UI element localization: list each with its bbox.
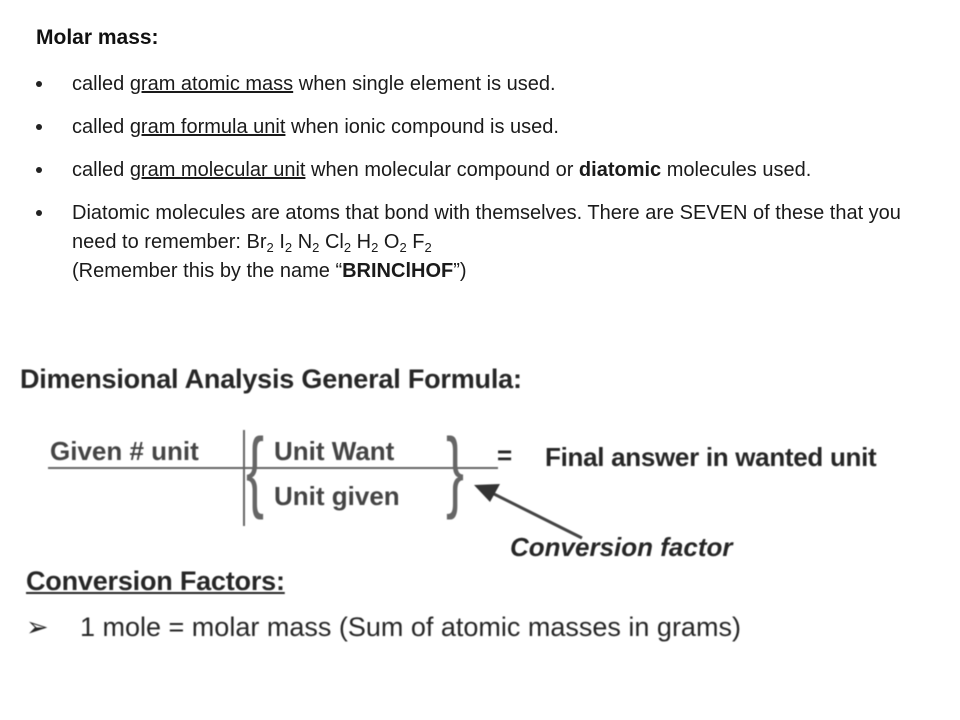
- dimensional-analysis-formula: [0, 420, 960, 560]
- element-formula: $F_2$: [412, 231, 432, 255]
- separator-line: [243, 430, 245, 526]
- bullet-dot-icon: [36, 210, 42, 216]
- given-unit-label: Given # unit: [50, 436, 199, 466]
- bullet-dot-icon: [36, 81, 42, 87]
- element-formula: $O_2$: [383, 231, 407, 255]
- mnemonic-name: BRINClHOF: [342, 260, 454, 282]
- final-answer-label: Final answer in wanted unit: [545, 442, 877, 472]
- right-brace-icon: }: [446, 421, 465, 521]
- bullet-dot-icon: [36, 124, 42, 130]
- diatomic-elements-list: [247, 231, 432, 253]
- conversion-factors-title: Conversion Factors:: [26, 566, 285, 596]
- equals-sign: =: [497, 440, 513, 470]
- term-gram-atomic-mass: gram atomic mass: [129, 73, 294, 95]
- term-gram-molecular-unit: gram molecular unit: [129, 159, 306, 181]
- term-diatomic: diatomic: [578, 159, 662, 181]
- bullet-gram-atomic-mass: called gram atomic mass when single element is used.: [36, 70, 916, 99]
- arrow-bullet-icon: ➢: [26, 612, 49, 642]
- conversion-factor-item: [26, 612, 741, 643]
- unit-given-label: Unit given: [274, 481, 400, 511]
- molar-mass-bullet-list: [36, 70, 916, 300]
- conversion-factor-text: 1 mole = molar mass (Sum of atomic masses in grams): [80, 612, 741, 642]
- element-formula: $Br_2$: [246, 231, 274, 255]
- element-formula: $H_2$: [356, 231, 379, 255]
- molar-mass-heading: Molar mass:: [36, 26, 159, 49]
- element-formula: $N_2$: [297, 231, 320, 255]
- fraction-line: [48, 467, 498, 469]
- bullet-dot-icon: [36, 167, 42, 173]
- left-brace-icon: {: [246, 421, 265, 521]
- unit-want-label: Unit Want: [274, 436, 395, 466]
- bullet-gram-formula-unit: called gram formula unit when ionic compound is used.: [36, 113, 916, 142]
- element-formula: $I_2$: [279, 231, 293, 255]
- bullet-diatomic-molecules: Diatomic molecules are atoms that bond with themselves. There are SEVEN of these that you need to remember: $Br_2$ $I_2$ $N_2$ $Cl_2$ $H_2$ $O_2$ $F_2$ (Remember this by the name “BRINClHOF”): [36, 199, 916, 286]
- term-gram-formula-unit: gram formula unit: [129, 116, 286, 138]
- element-formula: $Cl_2$: [324, 231, 352, 255]
- conversion-factor-label: Conversion factor: [510, 532, 733, 562]
- bullet-gram-molecular-unit: called gram molecular unit when molecular compound or diatomic molecules used.: [36, 156, 916, 185]
- dimensional-analysis-title: Dimensional Analysis General Formula:: [20, 364, 522, 394]
